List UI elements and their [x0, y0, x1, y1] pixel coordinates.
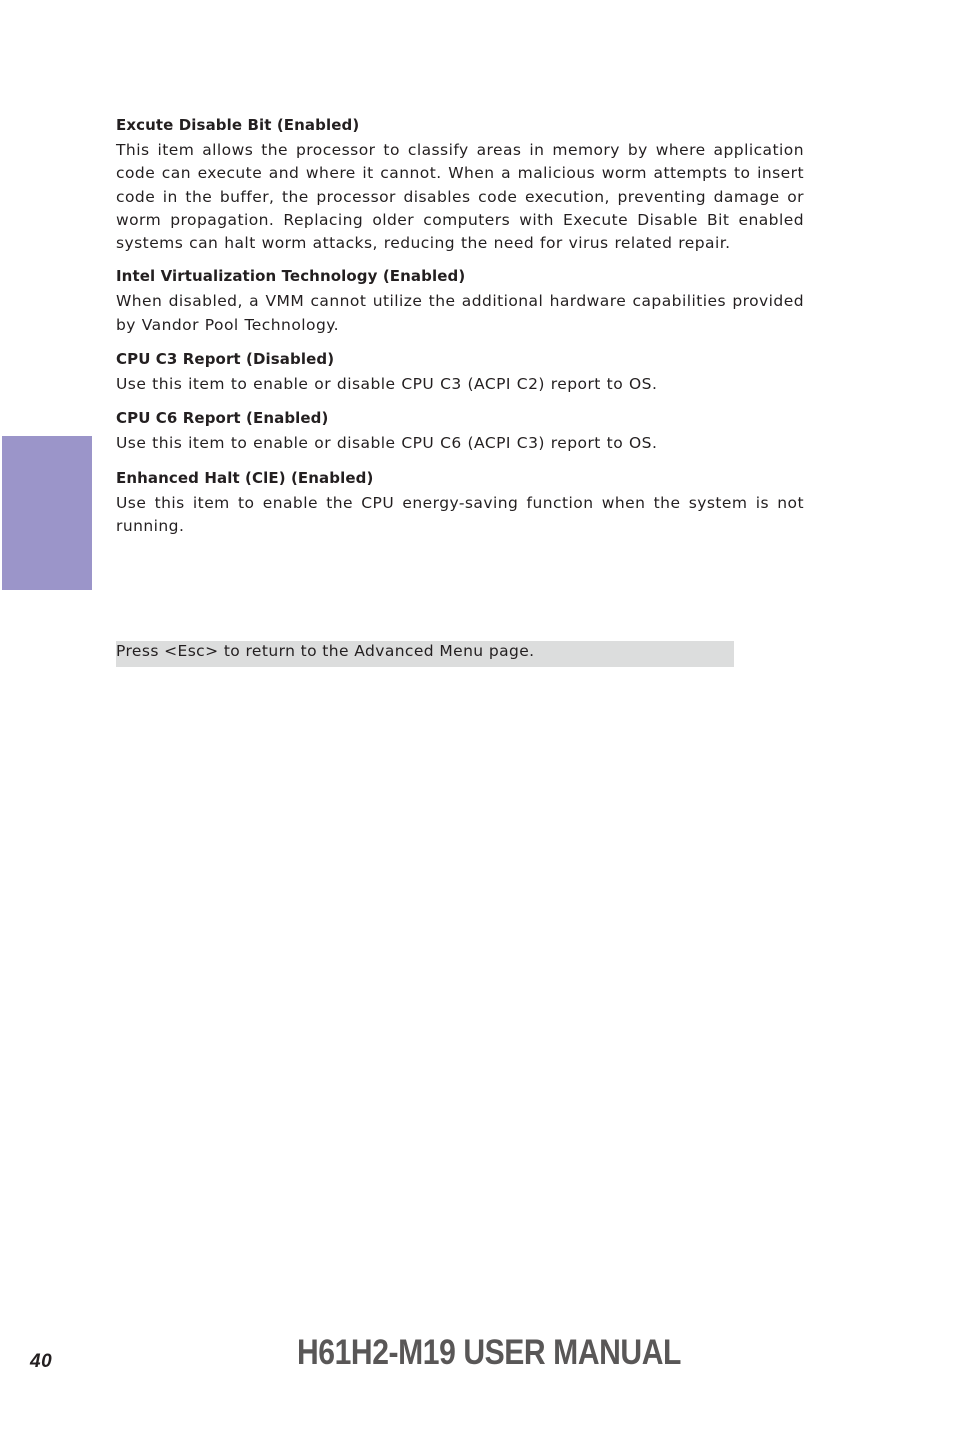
page-number: 40 [30, 1351, 53, 1372]
section-description: Use this item to enable the CPU energy-saving function when the system is not running. [116, 493, 804, 535]
section-cpu-c6-report [116, 407, 804, 455]
section-description: Use this item to enable or disable CPU C3 (ACPI C2) report to OS. [116, 375, 658, 394]
section-enhanced-halt [116, 467, 804, 539]
section-cpu-c3-report [116, 348, 804, 396]
section-description: Use this item to enable or disable CPU C6 (ACPI C3) report to OS. [116, 434, 658, 453]
section-title: CPU C6 Report (Enabled) [116, 409, 329, 428]
section-execute-disable-bit [116, 114, 804, 255]
bios-item-descriptions [116, 114, 804, 538]
chapter-side-tab [2, 436, 92, 590]
section-description: When disabled, a VMM cannot utilize the additional hardware capabilities provided by Vandor Pool Technology. [116, 292, 804, 334]
section-description: This item allows the processor to classify areas in memory by where application code can execute and where it cannot. When a malicious worm attempts to insert code in the buffer, the processor disables code execution, preventing damage or worm propagation. Replacing older computers with Execute Disable Bit enabled systems can halt worm attacks, reducing the need for virus related repair. [116, 141, 804, 253]
section-intel-virtualization [116, 265, 804, 337]
section-title: Enhanced Halt (ClE) (Enabled) [116, 468, 374, 487]
esc-return-note: Press <Esc> to return to the Advanced Menu page. [116, 641, 734, 667]
section-title: CPU C3 Report (Disabled) [116, 350, 335, 369]
manual-title: H61H2-M19 USER MANUAL [297, 1333, 682, 1372]
section-title: Intel Virtualization Technology (Enabled) [116, 267, 466, 286]
section-title: Excute Disable Bit (Enabled) [116, 116, 360, 134]
